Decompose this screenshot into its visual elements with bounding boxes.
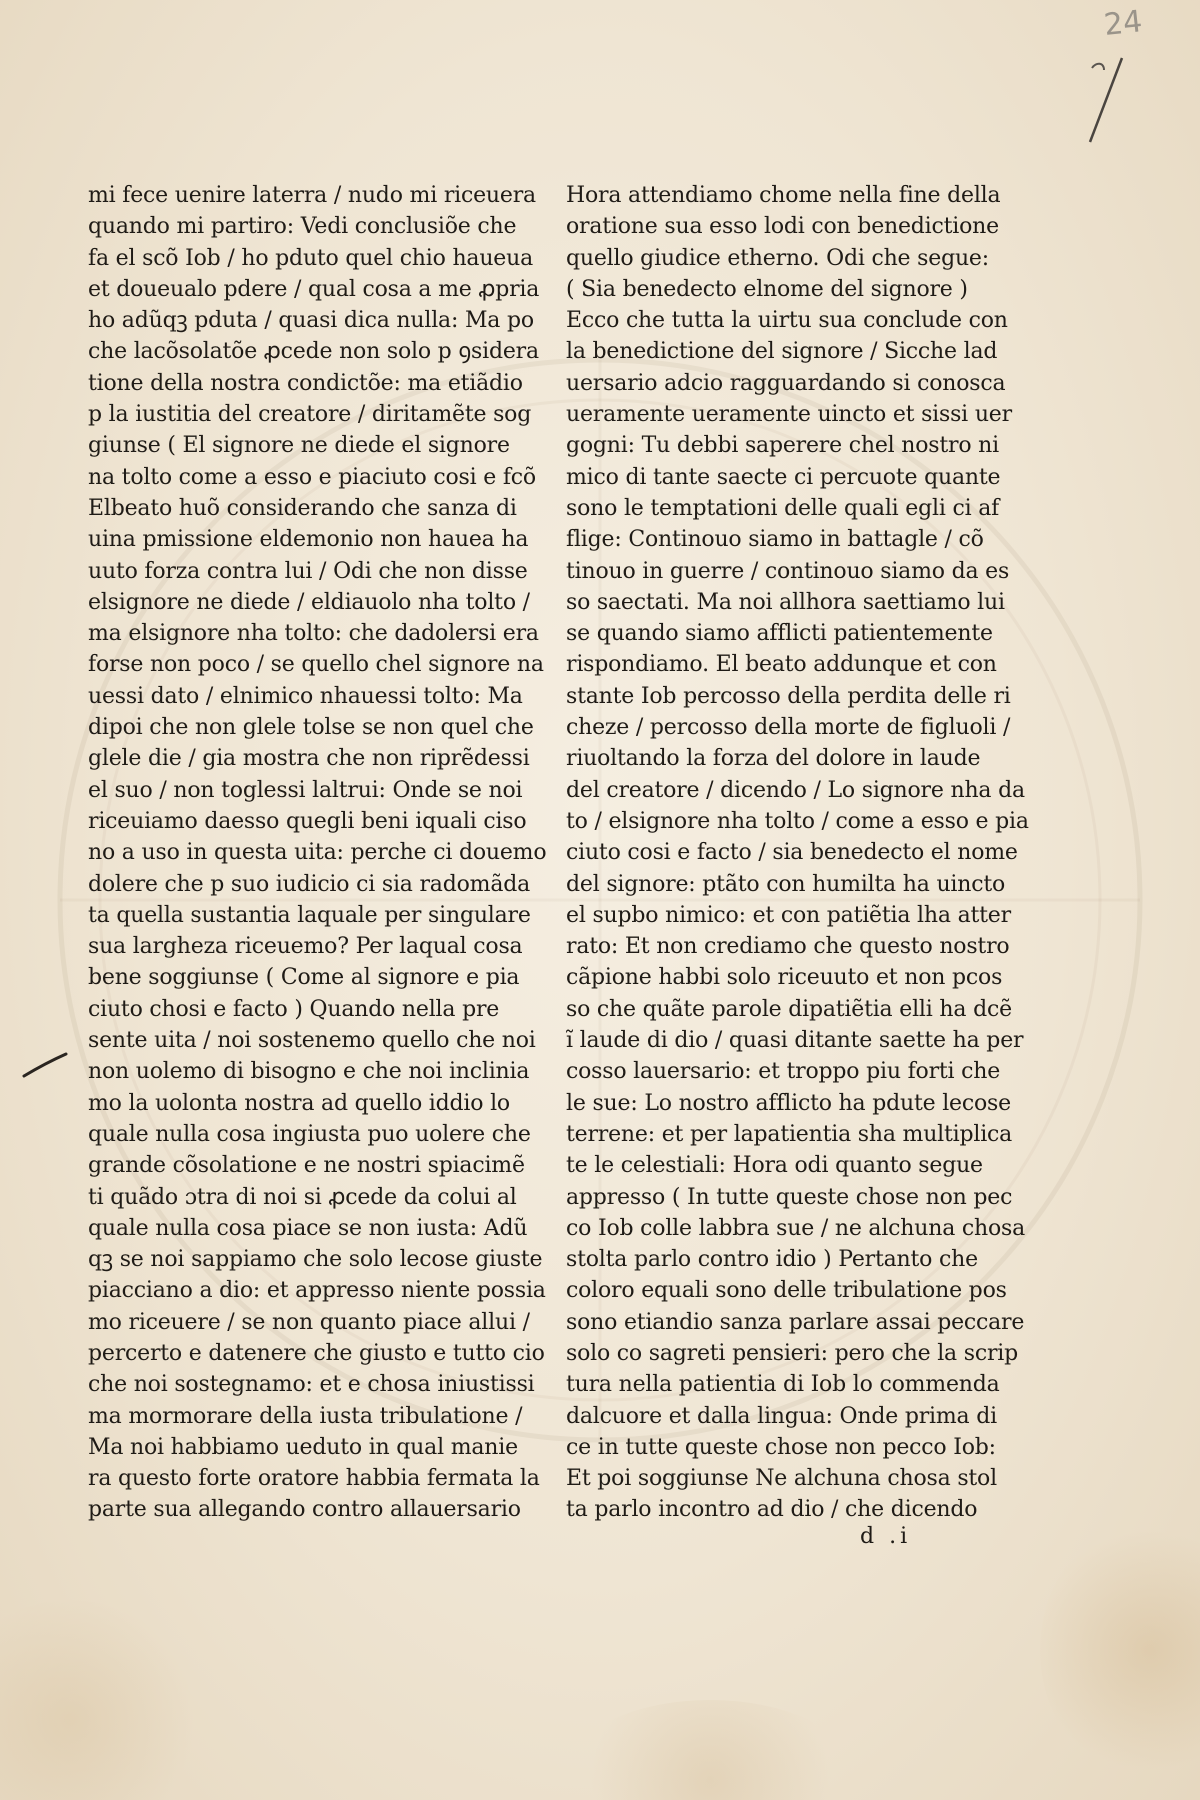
text-line: Ecco che tutta la uirtu sua conclude con	[566, 308, 1008, 334]
text-line: quello giudice etherno. Odi che segue:	[566, 245, 989, 271]
text-line: dipoi che non glele tolse se non quel che	[88, 715, 534, 741]
text-line: riceuiamo daesso quegli beni iquali ciso	[88, 808, 527, 834]
text-line: quale nulla cosa piace se non iusta: Adũ	[88, 1215, 528, 1241]
signature-mark: d .i	[860, 1524, 912, 1549]
text-line: Et poi soggiunse Ne alchuna chosa stol	[566, 1466, 997, 1492]
text-line: ĩ laude di dio / quasi ditante saette ha per	[566, 1028, 1024, 1054]
text-line: fa el scõ Iob / ho pduto quel chio haueua	[88, 245, 534, 271]
text-line: to / elsignore nha tolto / come a esso e pia	[566, 808, 1029, 834]
paper-stain	[1040, 1520, 1200, 1780]
text-line: forse non poco / se quello chel signore na	[88, 652, 544, 678]
text-line: sente uita / noi sostenemo quello che noi	[88, 1028, 536, 1054]
text-line: gogni: Tu debbi saperere chel nostro ni	[566, 433, 999, 459]
text-line: glele die / gia mostra che non riprẽdessi	[88, 746, 530, 772]
text-line: mo la uolonta nostra ad quello iddio lo	[88, 1090, 510, 1116]
text-line: qꝫ se noi sappiamo che solo lecose giuste	[88, 1247, 543, 1273]
text-line: sua largheza riceuemo? Per laqual cosa	[88, 934, 523, 960]
text-line: riuoltando la forza del dolore in laude	[566, 746, 981, 772]
text-line: non uolemo di bisogno e che noi inclinia	[88, 1059, 530, 1085]
text-line: solo co sagreti pensieri: pero che la scrip	[566, 1340, 1018, 1366]
text-line: che noi sostegnamo: et e chosa iniustissi	[88, 1372, 535, 1398]
text-line: ta quella sustantia laquale per singulare	[88, 902, 531, 928]
text-line: ciuto cosi e facto / sia benedecto el nome	[566, 840, 1018, 866]
text-line: Elbeato huõ considerando che sanza di	[88, 495, 517, 521]
text-line: co Iob colle labbra sue / ne alchuna chosa	[566, 1215, 1026, 1241]
text-line: uessi dato / elnimico nhauessi tolto: Ma	[88, 683, 523, 709]
text-line: dalcuore et dalla lingua: Onde prima di	[566, 1403, 997, 1429]
text-line: che lacõsolatõe ꝓcede non solo p ꝯsidera	[88, 339, 539, 365]
text-line: stante Iob percosso della perdita delle ri	[566, 683, 1011, 709]
text-line: tione della nostra condictõe: ma etiãdio	[88, 370, 523, 396]
text-line: dolere che p suo iudicio ci sia radomãda	[88, 871, 531, 897]
text-line: tura nella patientia di Iob lo commenda	[566, 1372, 1000, 1398]
text-line: ra questo forte oratore habbia fermata la	[88, 1466, 540, 1492]
text-line: so che quãte parole dipatiẽtia elli ha dcẽ	[566, 996, 1012, 1022]
text-line: cãpione habbi solo riceuuto et non pcos	[566, 965, 1003, 991]
ink-folio-mark	[1078, 50, 1138, 150]
text-line: del creatore / dicendo / Lo signore nha da	[566, 777, 1025, 803]
text-line: percerto e datenere che giusto e tutto cio	[88, 1340, 545, 1366]
text-column-right	[566, 180, 1029, 1526]
text-line: grande cõsolatione e ne nostri spiacimẽ	[88, 1153, 525, 1179]
text-line: mico di tante saecte ci percuote quante	[566, 464, 1001, 490]
text-line: na tolto come a esso e piaciuto cosi e fcõ	[88, 464, 536, 490]
text-line: bene soggiunse ( Come al signore e pia	[88, 965, 520, 991]
text-line: rato: Et non crediamo che questo nostro	[566, 934, 1010, 960]
text-line: flige: Continouo siamo in battagle / cõ	[566, 527, 984, 553]
text-line: mo riceuere / se non quanto piace allui /	[88, 1309, 530, 1335]
text-line: el suo / non toglessi laltrui: Onde se noi	[88, 777, 523, 803]
paper-stain	[560, 1700, 860, 1800]
text-line: ti quãdo ɔtra di noi si ꝓcede da colui al	[88, 1184, 517, 1210]
text-line: uina pmissione eldemonio non hauea ha	[88, 527, 529, 553]
text-line: sono le temptationi delle quali egli ci af	[566, 495, 1000, 521]
text-line: elsignore ne diede / eldiauolo nha tolto /	[88, 589, 530, 615]
text-line: cheze / percosso della morte de figluoli /	[566, 715, 1011, 741]
text-line: uersario adcio ragguardando si conosca	[566, 370, 1006, 396]
text-line: ta parlo incontro ad dio / che dicendo	[566, 1497, 978, 1523]
text-line: ma mormorare della iusta tribulatione /	[88, 1403, 523, 1429]
text-line: ( Sia benedecto elnome del signore )	[566, 276, 968, 302]
text-line: te le celestiali: Hora odi quanto segue	[566, 1153, 983, 1179]
text-line: le sue: Lo nostro afflicto ha pdute lecose	[566, 1090, 1011, 1116]
text-line: parte sua allegando contro allauersario	[88, 1497, 521, 1523]
text-line: quale nulla cosa ingiusta puo uolere che	[88, 1121, 531, 1147]
text-line: terrene: et per lapatientia sha multiplica	[566, 1121, 1013, 1147]
text-line: Hora attendiamo chome nella fine della	[566, 183, 1001, 208]
text-line: Ma noi habbiamo ueduto in qual manie	[88, 1434, 518, 1460]
text-line: se quando siamo afflicti patientemente	[566, 621, 993, 647]
text-line: cosso lauersario: et troppo piu forti che	[566, 1059, 1001, 1085]
text-line: rispondiamo. El beato addunque et con	[566, 652, 997, 678]
text-line: del signore: ptãto con humilta ha uincto	[566, 871, 1006, 897]
text-line: el supbo nimico: et con patiẽtia lha atter	[566, 902, 1011, 928]
text-line: uuto forza contra lui / Odi che non disse	[88, 558, 528, 584]
text-line: appresso ( In tutte queste chose non pec	[566, 1184, 1013, 1210]
text-line: ho adũqꝫ pduta / quasi dica nulla: Ma po	[88, 308, 534, 334]
text-line: giunse ( El signore ne diede el signore	[88, 433, 510, 459]
text-line: no a uso in questa uita: perche ci douemo	[88, 840, 547, 866]
margin-annotation-mark	[20, 1050, 70, 1080]
text-line: la benedictione del signore / Sicche lad	[566, 339, 998, 365]
text-line: ueramente ueramente uincto et sissi uer	[566, 402, 1012, 428]
text-line: oratione sua esso lodi con benedictione	[566, 214, 999, 240]
text-line: ma elsignore nha tolto: che dadolersi era	[88, 621, 539, 647]
text-line: coloro equali sono delle tribulatione pos	[566, 1278, 1007, 1304]
text-line: so saectati. Ma noi allhora saettiamo lui	[566, 589, 1005, 615]
text-line: mi fece uenire laterra / nudo mi riceuera	[88, 183, 536, 208]
text-line: p la iustitia del creatore / diritamẽte sog	[88, 402, 532, 428]
text-line: sono etiandio sanza parlare assai peccare	[566, 1309, 1025, 1335]
text-line: tinouo in guerre / continouo siamo da es	[566, 558, 1010, 584]
text-line: ce in tutte queste chose non pecco Iob:	[566, 1434, 996, 1460]
text-column-left	[88, 180, 547, 1526]
text-line: ciuto chosi e facto ) Quando nella pre	[88, 996, 500, 1022]
text-line: stolta parlo contro idio ) Pertanto che	[566, 1247, 978, 1273]
pencil-folio-number: 24	[1102, 4, 1144, 43]
text-line: quando mi partiro: Vedi conclusiõe che	[88, 214, 517, 240]
text-line: piacciano a dio: et appresso niente possia	[88, 1278, 546, 1304]
text-line: et doueualo pdere / qual cosa a me ꝓpria	[88, 276, 540, 302]
paper-stain	[0, 1600, 200, 1800]
